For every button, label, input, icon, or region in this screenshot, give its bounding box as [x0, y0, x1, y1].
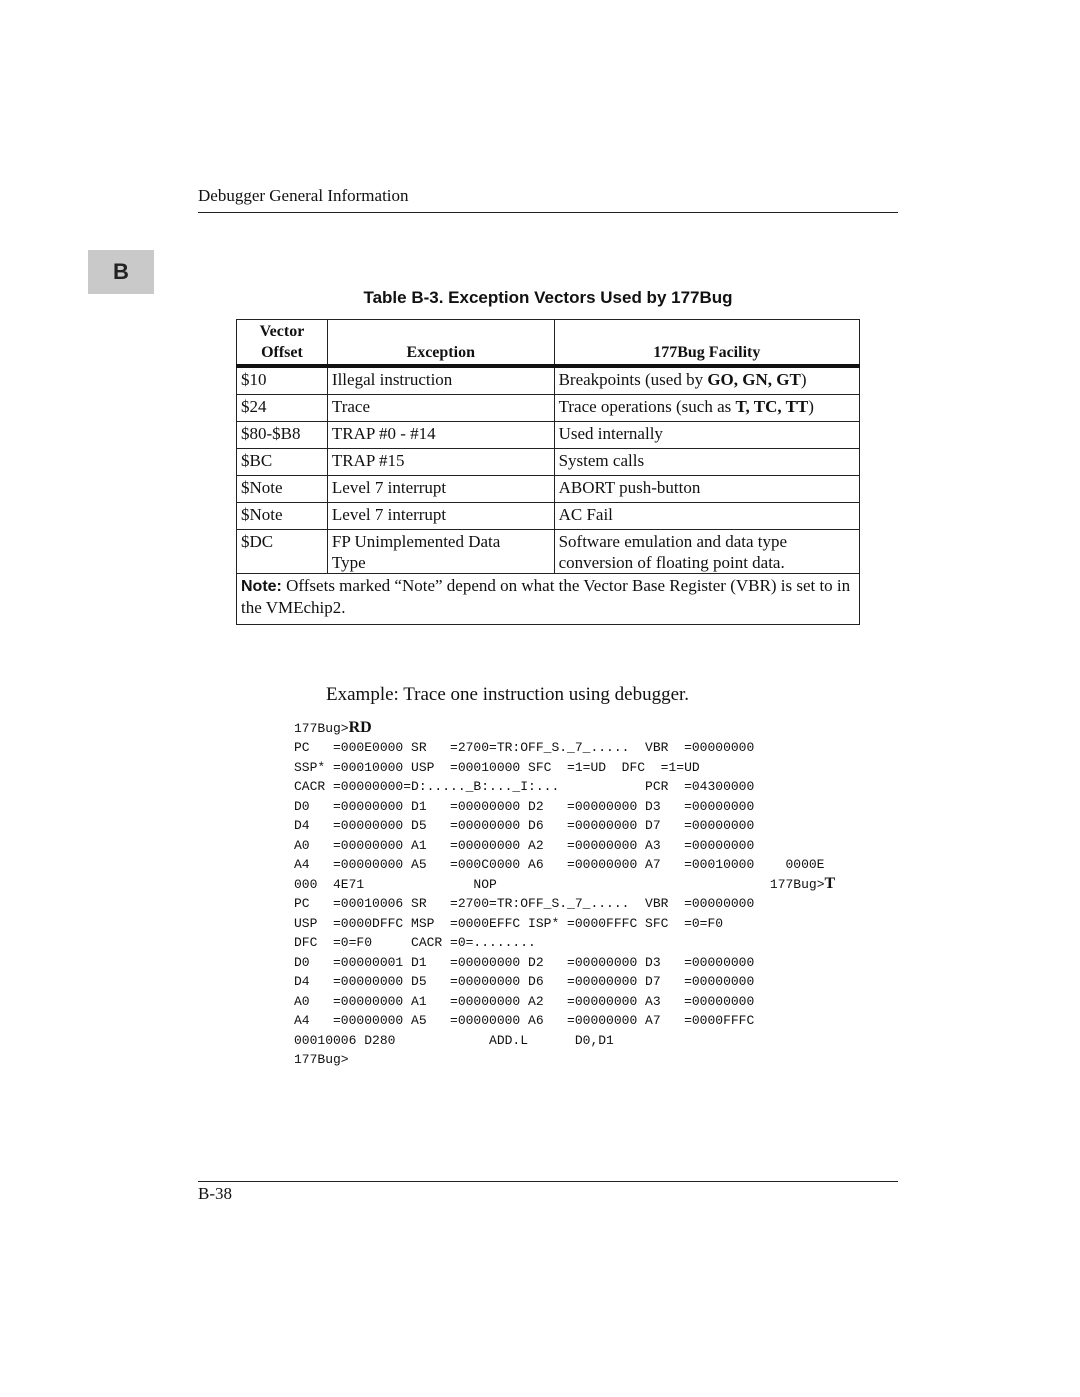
facility-text: Trace operations (such as [558, 397, 736, 416]
cell-offset: $24 [237, 395, 328, 422]
table-row [237, 476, 860, 503]
cell-facility [554, 449, 859, 476]
cell-exception-line2: Type [331, 553, 366, 572]
table-row [237, 395, 860, 422]
cell-facility [554, 366, 859, 395]
cell-exception: TRAP #0 - #14 [327, 422, 554, 449]
table-row [237, 503, 860, 530]
cell-exception: Illegal instruction [327, 366, 554, 395]
cell-exception: TRAP #15 [327, 449, 554, 476]
console-nop-line [294, 874, 835, 893]
table-header-row [237, 320, 860, 367]
cell-facility-line1: Software emulation and data type [558, 532, 788, 551]
col-header-vector-line2: Offset [261, 344, 303, 361]
header-rule [198, 212, 898, 213]
console-line: PC =00010006 SR =2700=TR:OFF_S._7_..... VBR =00000000 [294, 896, 755, 911]
console-line: SSP* =00010000 USP =00010000 SFC =1=UD DFC =1=UD [294, 759, 700, 775]
col-header-facility: 177Bug Facility [554, 320, 859, 367]
footer-rule [198, 1181, 898, 1182]
cell-facility [554, 422, 859, 449]
console-line: D0 =00000001 D1 =00000000 D2 =00000000 D3 =00000000 [294, 954, 755, 970]
console-nop-text: 000 4E71 NOP [294, 877, 770, 892]
console-prompt: 177Bug> [769, 877, 825, 892]
table-row [237, 366, 860, 395]
cell-facility [554, 476, 859, 503]
cell-offset: $BC [237, 449, 328, 476]
cell-facility [554, 503, 859, 530]
table-row [237, 449, 860, 476]
console-line: A0 =00000000 A1 =00000000 A2 =00000000 A3 =00000000 [294, 837, 755, 853]
cell-offset: $10 [237, 366, 328, 395]
console-line: D0 =00000000 D1 =00000000 D2 =00000000 D3 =00000000 [294, 798, 755, 814]
console-line: CACR =00000000=D:....._B:..._I:... PCR =04300000 [294, 779, 755, 794]
console-command: T [824, 875, 836, 892]
facility-commands: GO, GN, GT [707, 370, 801, 389]
console-line: 177Bug> [294, 1052, 349, 1067]
example-caption: Example: Trace one instruction using debugger. [326, 684, 690, 705]
console-line: PC =000E0000 SR =2700=TR:OFF_S._7_..... VBR =00000000 [294, 740, 755, 755]
note-text: Offsets marked “Note” depend on what the Vector Base Register (VBR) is set to in the VMEchip2. [241, 576, 851, 617]
cell-offset: $80-$B8 [237, 422, 328, 449]
facility-text-end: ) [800, 370, 807, 389]
cell-offset: $Note [237, 476, 328, 503]
cell-exception [327, 530, 554, 574]
cell-facility [554, 530, 859, 574]
page-number: B-38 [198, 1184, 232, 1203]
note-label: Note: [241, 578, 282, 595]
table-row [237, 422, 860, 449]
col-header-vector-offset [237, 320, 328, 367]
facility-text: Used internally [558, 424, 663, 443]
facility-commands: T, TC, TT [735, 397, 809, 416]
exception-vectors-table [236, 319, 860, 625]
facility-text: ABORT push-button [558, 478, 701, 497]
facility-text: AC Fail [558, 505, 613, 524]
console-line: A4 =00000000 A5 =000C0000 A6 =00000000 A7 =00010000 0000E [294, 857, 825, 872]
table-row [237, 530, 860, 574]
console-prompt: 177Bug> [294, 721, 349, 736]
running-head: Debugger General Information [198, 186, 409, 205]
cell-exception: Level 7 interrupt [327, 476, 554, 503]
console-line: A4 =00000000 A5 =00000000 A6 =00000000 A7 =0000FFFC [294, 1013, 755, 1028]
cell-offset: $DC [237, 530, 328, 574]
cell-exception: Level 7 interrupt [327, 503, 554, 530]
section-tab: B [88, 250, 154, 294]
console-line: D4 =00000000 D5 =00000000 D6 =00000000 D7 =00000000 [294, 818, 755, 833]
console-line: USP =0000DFFC MSP =0000EFFC ISP* =0000FFFC SFC =0=F0 [294, 915, 724, 931]
console-line: D4 =00000000 D5 =00000000 D6 =00000000 D7 =00000000 [294, 974, 755, 989]
console-prompt-line-1 [294, 718, 372, 737]
console-line: DFC =0=F0 CACR =0=........ [294, 935, 536, 950]
table-note [237, 574, 860, 625]
facility-text: Breakpoints (used by [558, 370, 708, 389]
col-header-exception: Exception [327, 320, 554, 367]
table-title: Table B-3. Exception Vectors Used by 177Bug [363, 288, 733, 307]
facility-text: System calls [558, 451, 645, 470]
facility-text-end: ) [808, 397, 814, 416]
cell-offset: $Note [237, 503, 328, 530]
console-line: 00010006 D280 ADD.L D0,D1 [294, 1032, 614, 1048]
table-note-row [237, 574, 860, 625]
cell-facility [554, 395, 859, 422]
console-command: RD [348, 719, 372, 736]
cell-facility-line2: conversion of floating point data. [558, 553, 785, 572]
cell-exception: Trace [327, 395, 554, 422]
col-header-vector-line1: Vector [259, 323, 305, 340]
cell-exception-line1: FP Unimplemented Data [331, 532, 501, 551]
console-line: A0 =00000000 A1 =00000000 A2 =00000000 A3 =00000000 [294, 993, 755, 1009]
